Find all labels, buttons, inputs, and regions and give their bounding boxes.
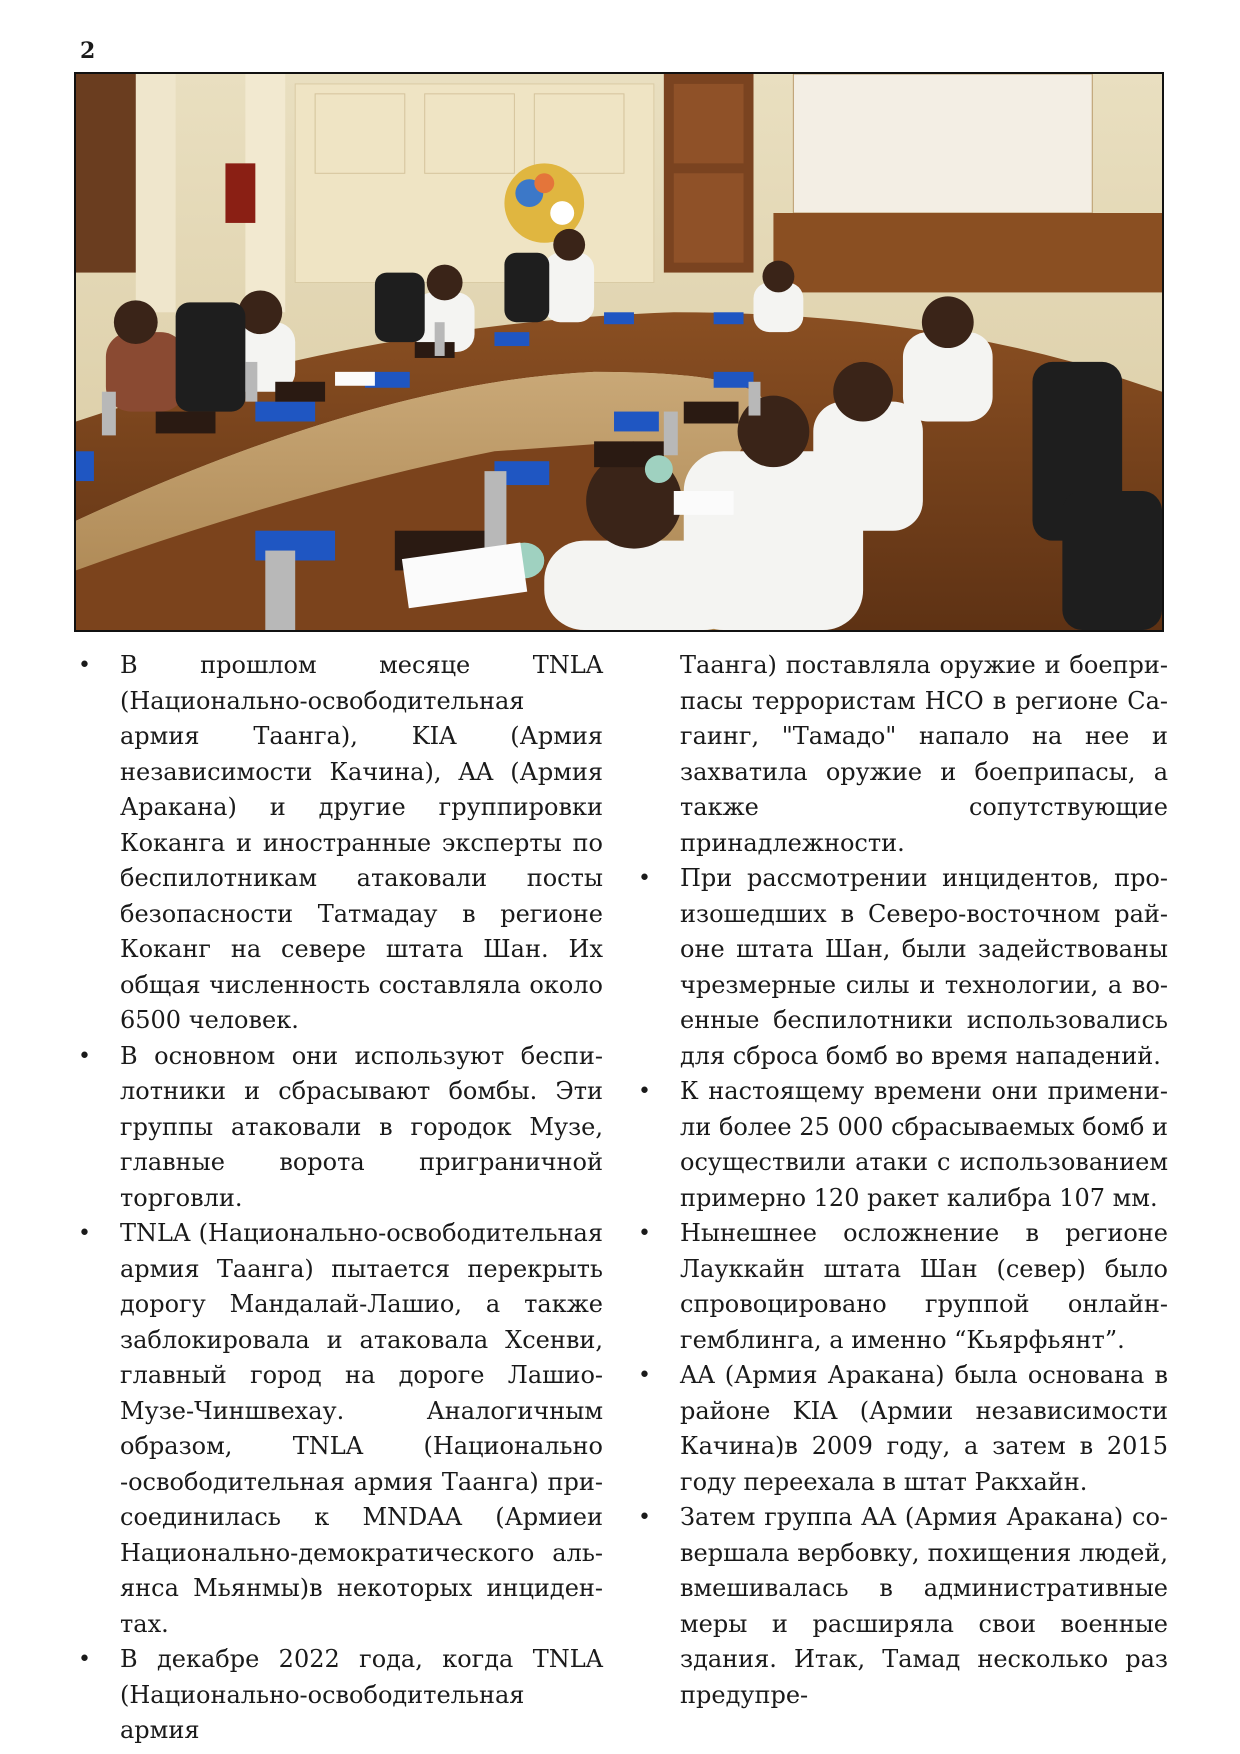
text-columns xyxy=(78,648,1168,1744)
list-item: • В декабре 2022 года, когда TNLA (Национально-освободительная армия xyxy=(78,1642,603,1749)
list-item: • Затем группа AA (Армия Аракана) совершала вербовку, похищения людей, вмешивалась в административные меры и расширяла свои военные здания. Итак, Тамад несколько раз предупре- xyxy=(638,1500,1168,1713)
continued-paragraph: Таанга) поставляла оружие и боеприпасы террористам НСО в регионе Сагаинг, "Тамадо" напало на нее и захватила оружие и боеприпасы, а также сопутствующие принадлежности. xyxy=(680,651,1168,857)
list-item: • В прошлом месяце TNLA (Национально-освободительная армия Таанга), KIA (Армия независимости Качина), AA (Армия Аракана) и другие группировки Коканга и иностранные эксперты по беспилотникам атаковали посты безопасности Татмадау в регионе Коканг на севере штата Шан. Их общая численность составляла около 6500 человек. xyxy=(78,648,603,1039)
meeting-photo-illustration xyxy=(76,74,1162,630)
meeting-photo xyxy=(74,72,1164,632)
right-bullet-list xyxy=(638,861,1168,1713)
list-item: • Нынешнее осложнение в регионе Лауккайн штата Шан (север) было спровоцировано группой онлайн-гемблинга, а именно “Кьярфьянт”. xyxy=(638,1216,1168,1358)
list-item: • TNLA (Национально-освободительная армия Таанга) пытается перекрыть дорогу Мандалай-Лашио, а также заблокировала и атаковала Хсенви, главный город на дороге Лашио-Музе-Чиншвехау. Аналогичным образом, TNLA (Национально -освободительная армия Таанга) присоединилась к MNDAA (Армиеи Национально-демократического альянса Мьянмы)в некоторых инцидентах. xyxy=(78,1216,603,1642)
list-item: • К настоящему времени они применили более 25 000 сбрасываемых бомб и осуществили атаки с использованием примерно 120 ракет калибра 107 мм. xyxy=(638,1074,1168,1216)
left-bullet-list xyxy=(78,648,603,1749)
list-item: • В основном они используют беспилотники и сбрасывают бомбы. Эти группы атаковали в городок Музе, главные ворота приграничной торговли. xyxy=(78,1039,603,1217)
right-column xyxy=(638,648,1168,1713)
page-number: 2 xyxy=(80,38,96,64)
list-item: • AA (Армия Аракана) была основана в районе KIA (Армии независимости Качина)в 2009 году, а затем в 2015 году переехала в штат Ракхайн. xyxy=(638,1358,1168,1500)
left-column xyxy=(78,648,603,1749)
list-item: • При рассмотрении инцидентов, произошедших в Северо-восточном районе штата Шан, были задействованы чрезмерные силы и технологии, а военные беспилотники использовались для сброса бомб во время нападений. xyxy=(638,861,1168,1074)
